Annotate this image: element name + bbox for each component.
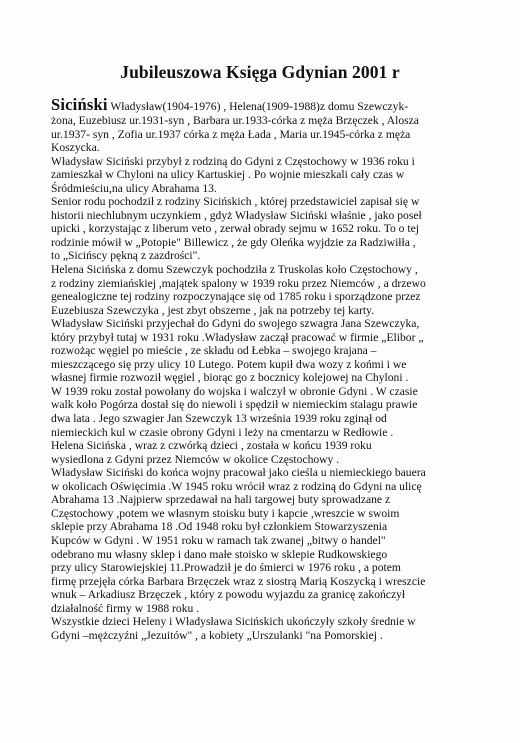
text-line: zamieszkał w Chyloni na ulicy Kartuskiej . Po wojnie mieszkali cały czas w [51, 168, 405, 182]
document-body [51, 95, 511, 642]
text-line: rodzinie mówił w „Potopie" Billewicz , że gdy Oleńka wyjdzie za Radziwiłła , [51, 235, 416, 249]
text-line: genealogiczne tej rodziny rozpoczynające się od 1785 roku i sporządzone przez [51, 290, 421, 304]
text-line: Helena Sicińska z domu Szewczyk pochodziła z Truskolas koło Częstochowy , [51, 263, 418, 277]
text-line: Śródmieściu,na ulicy Abrahama 13. [51, 181, 217, 195]
text-line: Wszystkie dzieci Heleny i Władysława Sicińskich ukończyły szkoły średnie w [51, 615, 416, 629]
text-line: wnuk – Arkadiusz Brzęczek , który z powodu wyjazdu za granicę zakończył [51, 588, 406, 602]
text-line: dwa lata . Jego szwagier Jan Szewczyk 13 września 1939 roku zginął od [51, 412, 387, 426]
text-line: W 1939 roku został powołany do wojska i walczył w obronie Gdyni . W czasie [51, 384, 418, 398]
text-line: Kupców w Gdyni . W 1951 roku w ramach tak zwanej „bitwy o handel" [51, 533, 386, 547]
text-line: Euzebiusza Szewczyka , jest zbyt obszerne , jak na potrzeby tej karty. [51, 303, 375, 317]
text-line: własnej firmie rozwoził węgiel , biorąc go z bocznicy kolejowej na Chyloni . [51, 371, 409, 385]
text-line: Senior rodu pochodził z rodziny Sicińskich , której przedstawiciel zapisał się w [51, 195, 420, 209]
text-line: Abrahama 13 .Najpierw sprzedawał na hali targowej buty sprowadzane z [51, 493, 391, 507]
surname-heading: Siciński [51, 95, 108, 114]
text-line: przy ulicy Starowiejskiej 11.Prowadził je do śmierci w 1976 roku , a potem [51, 561, 401, 575]
text-line: Częstochowy ,potem we własnym stoisku buty i kapcie ,wreszcie w swoim [51, 506, 400, 520]
text-line: działalność firmy w 1988 roku . [51, 601, 200, 615]
text-line: Władysław Siciński przyjechał do Gdyni do swojego szwagra Jana Szewczyka, [51, 317, 420, 331]
text-line: odebrano mu własny sklep i dano małe stoisko w sklepie Rudkowskiego [51, 547, 388, 561]
text-line: walk koło Pogórza dostał się do niewoli i spędził w niemieckim stalagu prawie [51, 398, 418, 412]
first-line [51, 95, 511, 114]
text-line: upicki , korzystając z liberum veto , zerwał obrady sejmu w 1652 roku. To o tej [51, 222, 419, 236]
text-line: z rodziny ziemiańskiej ,majątek spalony w 1939 roku przez Niemców , a drzewo [51, 276, 426, 290]
text-line: który przybył tutaj w 1931 roku .Władysław zaczął pracować w firmie „Elibor „ [51, 330, 424, 344]
text-line: sklepie przy Abrahama 18 .Od 1948 roku był członkiem Stowarzyszenia [51, 520, 388, 534]
text-line: wysiedlona z Gdyni przez Niemców w okolice Częstochowy . [51, 452, 340, 466]
text-line: ur.1937- syn , Zofia ur.1937 córka z męża Łada , Maria ur.1945-córka z męża [51, 127, 411, 141]
text-line: to „Sicińscy pękną z zazdrości". [51, 249, 201, 263]
text-line: Koszycka. [51, 141, 100, 155]
text-line: niemieckich kul w czasie obrony Gdyni i leży na cmentarzu w Redłowie . [51, 425, 394, 439]
text-line: historii niechlubnym uczynkiem , gdyż Władysław Siciński właśnie , jako poseł [51, 208, 422, 222]
text-line: Władysław Siciński przybył z rodziną do Gdyni z Częstochowy w 1936 roku i [51, 154, 415, 168]
first-line-text: Władysław(1904-1976) , Helena(1909-1988)z domu Szewczyk- [107, 100, 409, 113]
text-line: Władysław Siciński do końca wojny pracował jako cieśla u niemieckiego bauera [51, 466, 426, 480]
text-line: rozwożąc węgiel po mieście , ze składu od Łebka – swojego krajana – [51, 344, 377, 358]
text-line: Helena Sicińska , wraz z czwórką dzieci , została w końcu 1939 roku [51, 439, 372, 453]
page-title: Jubileuszowa Księga Gdynian 2001 r [120, 62, 400, 82]
text-line: firmę przejęła córka Barbara Brzęczek wraz z siostrą Marią Koszycką i wreszcie [51, 574, 426, 588]
text-line: mieszczącego się przy ulicy 10 Lutego. Potem kupił dwa wozy z końmi i we [51, 357, 407, 371]
text-line: Gdyni –mężczyźni „Jezuitów" , a kobiety „Urszulanki "na Pomorskiej . [51, 628, 383, 642]
text-line: żona, Euzebiusz ur.1931-syn , Barbara ur.1933-córka z męża Brzęczek , Alosza [51, 114, 419, 127]
text-line: w okolicach Oświęcimia .W 1945 roku wrócił wraz z rodziną do Gdyni na ulicę [51, 479, 422, 493]
